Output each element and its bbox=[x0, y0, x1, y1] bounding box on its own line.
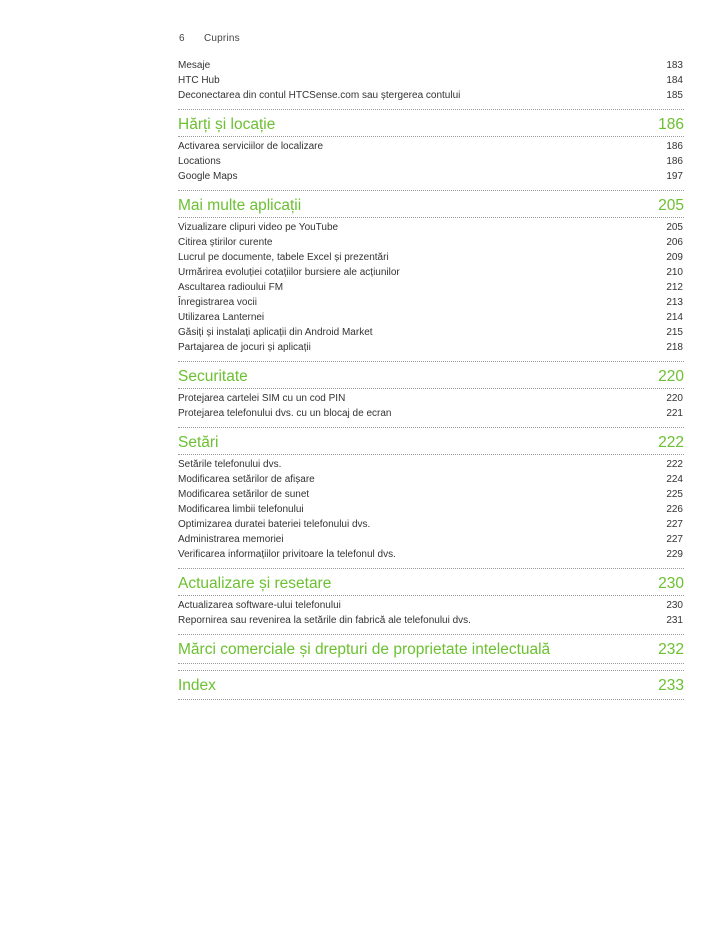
section-heading-page-number: 233 bbox=[658, 677, 684, 694]
toc-section bbox=[178, 568, 684, 628]
toc-entry[interactable] bbox=[178, 169, 684, 184]
toc-entry[interactable] bbox=[178, 406, 684, 421]
section-heading-page-number: 186 bbox=[658, 116, 684, 133]
toc-entry[interactable] bbox=[178, 235, 684, 250]
toc-entry[interactable] bbox=[178, 598, 684, 613]
section-heading[interactable] bbox=[178, 427, 684, 454]
toc-entry-title: Mesaje bbox=[178, 60, 211, 71]
toc-entry-title: Înregistrarea vocii bbox=[178, 297, 257, 308]
section-heading-page-number: 220 bbox=[658, 368, 684, 385]
toc-entry[interactable] bbox=[178, 154, 684, 169]
toc-entry-page-number: 205 bbox=[666, 222, 683, 233]
toc-entry-title: Modificarea limbii telefonului bbox=[178, 504, 304, 515]
section-heading-title: Mai multe aplicații bbox=[178, 197, 302, 214]
toc-entry-title: Lucrul pe documente, tabele Excel și prezentări bbox=[178, 252, 389, 263]
toc-entry[interactable] bbox=[178, 472, 684, 487]
toc-entry[interactable] bbox=[178, 295, 684, 310]
toc-entry-title: Setările telefonului dvs. bbox=[178, 459, 282, 470]
toc-entry[interactable] bbox=[178, 391, 684, 406]
toc-entry-page-number: 222 bbox=[666, 459, 683, 470]
toc-entry-page-number: 210 bbox=[666, 267, 683, 278]
toc-entry-title: Repornirea sau revenirea la setările din fabrică ale telefonului dvs. bbox=[178, 615, 471, 626]
toc-entry-title: Protejarea telefonului dvs. cu un blocaj de ecran bbox=[178, 408, 392, 419]
toc-entry[interactable] bbox=[178, 340, 684, 355]
toc-entry-page-number: 220 bbox=[666, 393, 683, 404]
toc-section bbox=[178, 427, 684, 562]
section-heading[interactable] bbox=[178, 361, 684, 388]
toc-entry[interactable] bbox=[178, 517, 684, 532]
toc-entry[interactable] bbox=[178, 613, 684, 628]
toc-entry[interactable] bbox=[178, 457, 684, 472]
section-heading[interactable] bbox=[178, 670, 684, 700]
toc-section bbox=[178, 109, 684, 184]
toc-entry-page-number: 197 bbox=[666, 171, 683, 182]
toc-entry-title: Modificarea setărilor de sunet bbox=[178, 489, 310, 500]
toc-entry[interactable] bbox=[178, 547, 684, 562]
toc-entry[interactable] bbox=[178, 502, 684, 517]
toc-entry[interactable] bbox=[178, 325, 684, 340]
toc-entry-title: HTC Hub bbox=[178, 75, 220, 86]
section-heading[interactable] bbox=[178, 190, 684, 217]
toc-entry-title: Urmărirea evoluției cotațiilor bursiere ale acțiunilor bbox=[178, 267, 400, 278]
header-chapter-title: Cuprins bbox=[203, 33, 240, 44]
toc-entry[interactable] bbox=[178, 220, 684, 235]
toc-entry-title: Ascultarea radioului FM bbox=[178, 282, 284, 293]
toc-entry-page-number: 212 bbox=[666, 282, 683, 293]
section-heading-title: Index bbox=[178, 677, 216, 694]
toc-entry[interactable] bbox=[178, 310, 684, 325]
toc-section bbox=[178, 190, 684, 355]
section-heading[interactable] bbox=[178, 568, 684, 595]
toc-entry-title: Citirea știrilor curente bbox=[178, 237, 273, 248]
toc-entry-page-number: 215 bbox=[666, 327, 683, 338]
toc-entry[interactable] bbox=[178, 280, 684, 295]
toc-entry[interactable] bbox=[178, 532, 684, 547]
toc-entry-page-number: 224 bbox=[666, 474, 683, 485]
toc-entry-page-number: 184 bbox=[666, 75, 683, 86]
toc-entry-title: Activarea serviciilor de localizare bbox=[178, 141, 324, 152]
toc-entry-title: Protejarea cartelei SIM cu un cod PIN bbox=[178, 393, 346, 404]
section-heading-title: Securitate bbox=[178, 368, 248, 385]
toc-section bbox=[178, 670, 684, 700]
toc-entry-title: Locations bbox=[178, 156, 221, 167]
toc-entry-page-number: 227 bbox=[666, 534, 683, 545]
section-heading-title: Setări bbox=[178, 434, 219, 451]
toc-entry[interactable] bbox=[178, 58, 684, 73]
section-entries bbox=[178, 595, 684, 628]
toc-entry-page-number: 218 bbox=[666, 342, 683, 353]
toc-entry-title: Deconectarea din contul HTCSense.com sau ștergerea contului bbox=[178, 90, 461, 101]
toc-entry-title: Utilizarea Lanternei bbox=[178, 312, 265, 323]
section-heading-title: Hărți și locație bbox=[178, 116, 276, 133]
section-heading-page-number: 230 bbox=[658, 575, 684, 592]
header-page-number: 6 bbox=[179, 33, 185, 44]
section-entries bbox=[178, 136, 684, 184]
toc-entry-title: Google Maps bbox=[178, 171, 238, 182]
toc-entry[interactable] bbox=[178, 487, 684, 502]
toc-entry-page-number: 186 bbox=[666, 141, 683, 152]
toc-entry-title: Verificarea informațiilor privitoare la telefonul dvs. bbox=[178, 549, 396, 560]
toc-entry-title: Modificarea setărilor de afișare bbox=[178, 474, 315, 485]
toc-entry[interactable] bbox=[178, 139, 684, 154]
toc-entry-page-number: 213 bbox=[666, 297, 683, 308]
toc-entry[interactable] bbox=[178, 88, 684, 103]
toc-entry-page-number: 229 bbox=[666, 549, 683, 560]
toc-entry-title: Vizualizare clipuri video pe YouTube bbox=[178, 222, 339, 233]
section-heading-title: Mărci comerciale și drepturi de proprietate intelectuală bbox=[178, 641, 551, 658]
toc-entry[interactable] bbox=[178, 250, 684, 265]
toc-sections bbox=[178, 109, 684, 700]
toc-entry-page-number: 214 bbox=[666, 312, 683, 323]
toc-entry-title: Administrarea memoriei bbox=[178, 534, 284, 545]
table-of-contents bbox=[178, 58, 684, 700]
section-entries bbox=[178, 388, 684, 421]
toc-entry-title: Actualizarea software-ului telefonului bbox=[178, 600, 341, 611]
toc-section bbox=[178, 361, 684, 421]
section-entries bbox=[178, 454, 684, 562]
toc-section bbox=[178, 634, 684, 664]
toc-entry[interactable] bbox=[178, 73, 684, 88]
toc-entry-page-number: 225 bbox=[666, 489, 683, 500]
toc-entry-page-number: 206 bbox=[666, 237, 683, 248]
section-heading-page-number: 232 bbox=[658, 641, 684, 658]
toc-entry-page-number: 183 bbox=[666, 60, 683, 71]
intro-entries bbox=[178, 58, 684, 103]
toc-entry-page-number: 185 bbox=[666, 90, 683, 101]
section-heading[interactable] bbox=[178, 109, 684, 136]
toc-entry-page-number: 226 bbox=[666, 504, 683, 515]
toc-entry-page-number: 231 bbox=[666, 615, 683, 626]
section-entries bbox=[178, 217, 684, 355]
running-header bbox=[179, 33, 240, 44]
section-heading[interactable] bbox=[178, 634, 684, 664]
toc-entry-title: Găsiți și instalați aplicații din Android Market bbox=[178, 327, 373, 338]
toc-entry-page-number: 209 bbox=[666, 252, 683, 263]
toc-entry-page-number: 227 bbox=[666, 519, 683, 530]
section-heading-page-number: 222 bbox=[658, 434, 684, 451]
toc-entry-title: Optimizarea duratei bateriei telefonului dvs. bbox=[178, 519, 371, 530]
toc-entry-page-number: 230 bbox=[666, 600, 683, 611]
toc-entry-title: Partajarea de jocuri și aplicații bbox=[178, 342, 311, 353]
section-heading-title: Actualizare și resetare bbox=[178, 575, 332, 592]
toc-entry-page-number: 186 bbox=[666, 156, 683, 167]
section-heading-page-number: 205 bbox=[658, 197, 684, 214]
toc-entry[interactable] bbox=[178, 265, 684, 280]
toc-entry-page-number: 221 bbox=[666, 408, 683, 419]
